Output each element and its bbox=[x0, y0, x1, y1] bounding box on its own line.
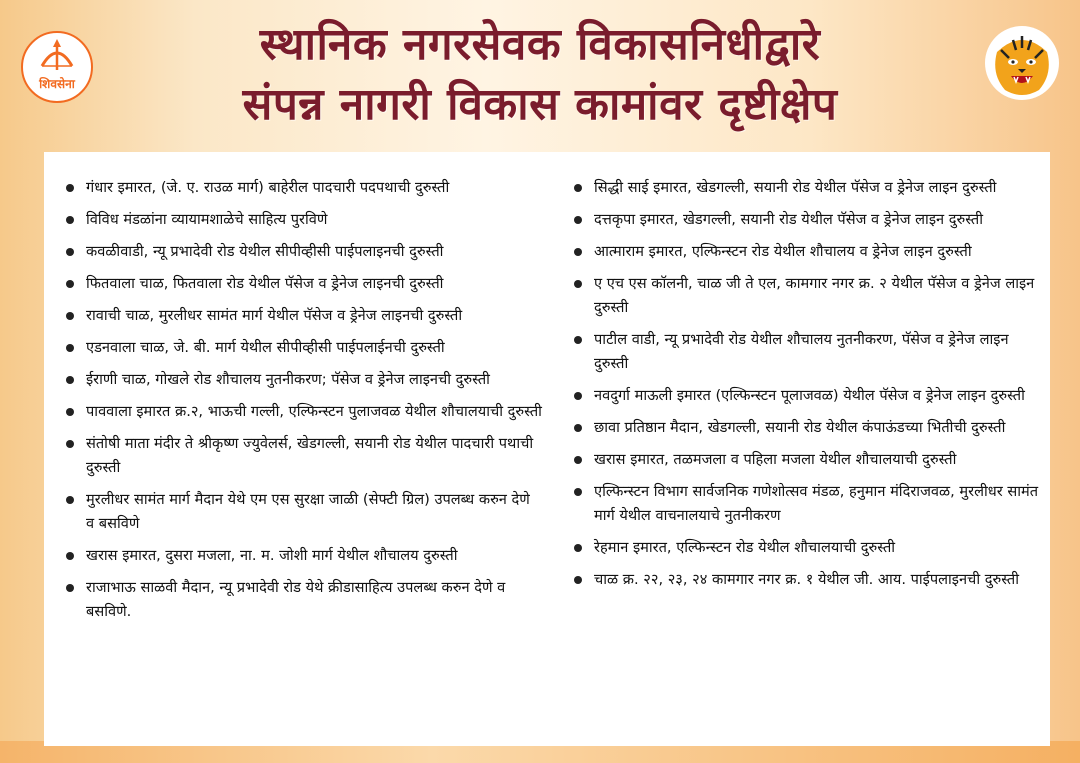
list-item bbox=[64, 272, 542, 296]
bullet-icon bbox=[66, 376, 74, 384]
list-item bbox=[64, 400, 542, 424]
list-item-text: खरास इमारत, दुसरा मजला, ना. म. जोशी मार्ग येथील शौचालय दुरुस्ती bbox=[86, 547, 458, 564]
list-item bbox=[64, 488, 542, 536]
list-item-text: गंधार इमारत, (जे. ए. राउळ मार्ग) बाहेरील पादचारी पदपथाची दुरुस्ती bbox=[86, 179, 450, 196]
bullet-icon bbox=[66, 496, 74, 504]
list-item-text: विविध मंडळांना व्यायामशाळेचे साहित्य पुरविणे bbox=[86, 211, 328, 228]
bullet-icon bbox=[574, 248, 582, 256]
list-item-text: एडनवाला चाळ, जे. बी. मार्ग येथील सीपीव्हीसी पाईपलाईनची दुरुस्ती bbox=[86, 339, 445, 356]
list-item-text: रेहमान इमारत, एल्फिन्स्टन रोड येथील शौचालयाची दुरुस्ती bbox=[594, 539, 896, 556]
bullet-icon bbox=[66, 280, 74, 288]
list-item-text: रावाची चाळ, मुरलीधर सामंत मार्ग येथील पॅसेज व ड्रेनेज लाइनची दुरुस्ती bbox=[86, 307, 463, 324]
bullet-icon bbox=[66, 408, 74, 416]
bow-arrow-icon bbox=[20, 30, 94, 104]
bullet-icon bbox=[66, 216, 74, 224]
list-item-text: छावा प्रतिष्ठान मैदान, खेडगल्ली, सयानी रोड येथील कंपाऊंडच्या भितीची दुरुस्ती bbox=[594, 419, 1006, 436]
tiger-logo bbox=[983, 24, 1061, 102]
list-item bbox=[64, 576, 542, 624]
list-item bbox=[64, 304, 542, 328]
list-item-text: खरास इमारत, तळमजला व पहिला मजला येथील शौचालयाची दुरुस्ती bbox=[594, 451, 957, 468]
list-item-text: सिद्धी साई इमारत, खेडगल्ली, सयानी रोड येथील पॅसेज व ड्रेनेज लाइन दुरुस्ती bbox=[594, 179, 997, 196]
bullet-icon bbox=[574, 216, 582, 224]
bullet-icon bbox=[66, 584, 74, 592]
list-item bbox=[572, 176, 1042, 200]
list-item bbox=[64, 368, 542, 392]
bullet-icon bbox=[66, 184, 74, 192]
tiger-face-icon bbox=[983, 24, 1061, 102]
bullet-icon bbox=[574, 424, 582, 432]
header bbox=[0, 0, 1080, 150]
bullet-icon bbox=[574, 336, 582, 344]
list-item-text: ईराणी चाळ, गोखले रोड शौचालय नुतनीकरण; पॅसेज व ड्रेनेज लाइनची दुरुस्ती bbox=[86, 371, 490, 388]
right-column bbox=[572, 176, 1042, 600]
left-column bbox=[64, 176, 542, 632]
bullet-icon bbox=[574, 456, 582, 464]
bullet-icon bbox=[66, 440, 74, 448]
list-item bbox=[572, 208, 1042, 232]
list-item-text: पाटील वाडी, न्यू प्रभादेवी रोड येथील शौचालय नुतनीकरण, पॅसेज व ड्रेनेज लाइन दुरुस्ती bbox=[594, 331, 1009, 372]
shivsena-logo bbox=[20, 30, 94, 104]
list-item bbox=[572, 568, 1042, 592]
page-title-line-2: संपन्न नागरी विकास कामांवर दृष्टीक्षेप bbox=[242, 79, 838, 130]
list-item-text: कवळीवाडी, न्यू प्रभादेवी रोड येथील सीपीव्हीसी पाईपलाइनची दुरुस्ती bbox=[86, 243, 444, 260]
list-item-text: दत्तकृपा इमारत, खेडगल्ली, सयानी रोड येथील पॅसेज व ड्रेनेज लाइन दुरुस्ती bbox=[594, 211, 983, 228]
list-item bbox=[572, 328, 1042, 376]
bullet-icon bbox=[574, 392, 582, 400]
bullet-icon bbox=[574, 184, 582, 192]
list-item bbox=[64, 208, 542, 232]
list-item-text: संतोषी माता मंदीर ते श्रीकृष्ण ज्युवेलर्स, खेडगल्ली, सयानी रोड येथील पादचारी पथाची दुरुस्ती bbox=[86, 435, 534, 476]
bullet-icon bbox=[66, 344, 74, 352]
list-item bbox=[572, 240, 1042, 264]
works-list-panel bbox=[44, 152, 1050, 746]
list-item bbox=[572, 480, 1042, 528]
list-item bbox=[64, 432, 542, 480]
bullet-icon bbox=[574, 576, 582, 584]
list-item-text: राजाभाऊ साळवी मैदान, न्यू प्रभादेवी रोड येथे क्रीडासाहित्य उपलब्ध करुन देणे व बसविणे. bbox=[86, 579, 506, 620]
list-item bbox=[64, 176, 542, 200]
bullet-icon bbox=[66, 248, 74, 256]
list-item-text: ए एच एस कॉलनी, चाळ जी ते एल, कामगार नगर क्र. २ येथील पॅसेज व ड्रेनेज लाइन दुरुस्ती bbox=[594, 275, 1035, 316]
list-item-text: फितवाला चाळ, फितवाला रोड येथील पॅसेज व ड्रेनेज लाइनची दुरुस्ती bbox=[86, 275, 444, 292]
bullet-icon bbox=[66, 552, 74, 560]
list-item-text: आत्माराम इमारत, एल्फिन्स्टन रोड येथील शौचालय व ड्रेनेज लाइन दुरुस्ती bbox=[594, 243, 972, 260]
bullet-icon bbox=[574, 488, 582, 496]
list-item-text: चाळ क्र. २२, २३, २४ कामगार नगर क्र. १ येथील जी. आय. पाईपलाइनची दुरुस्ती bbox=[594, 571, 1019, 588]
bullet-icon bbox=[574, 544, 582, 552]
list-item bbox=[64, 240, 542, 264]
list-item-text: नवदुर्गा माऊली इमारत (एल्फिन्स्टन पूलाजवळ) येथील पॅसेज व ड्रेनेज लाइन दुरुस्ती bbox=[594, 387, 1025, 404]
list-item bbox=[572, 384, 1042, 408]
list-item-text: पाववाला इमारत क्र.२, भाऊची गल्ली, एल्फिन्स्टन पुलाजवळ येथील शौचालयाची दुरुस्ती bbox=[86, 403, 542, 420]
logo-left-text: शिवसेना bbox=[39, 77, 75, 91]
list-item bbox=[572, 536, 1042, 560]
list-item bbox=[572, 272, 1042, 320]
bullet-icon bbox=[574, 280, 582, 288]
list-item bbox=[64, 336, 542, 360]
list-item-text: मुरलीधर सामंत मार्ग मैदान येथे एम एस सुरक्षा जाळी (सेफ्टी ग्रिल) उपलब्ध करुन देणे व बसविणे bbox=[86, 491, 530, 532]
bullet-icon bbox=[66, 312, 74, 320]
page-title-line-1: स्थानिक नगरसेवक विकासनिधीद्वारे bbox=[259, 19, 821, 70]
list-item-text: एल्फिन्स्टन विभाग सार्वजनिक गणेशोत्सव मंडळ, हनुमान मंदिराजवळ, मुरलीधर सामंत मार्ग येथील वाचनालयाचे नुतनीकरण bbox=[594, 483, 1039, 524]
list-item bbox=[572, 448, 1042, 472]
list-item bbox=[572, 416, 1042, 440]
list-item bbox=[64, 544, 542, 568]
